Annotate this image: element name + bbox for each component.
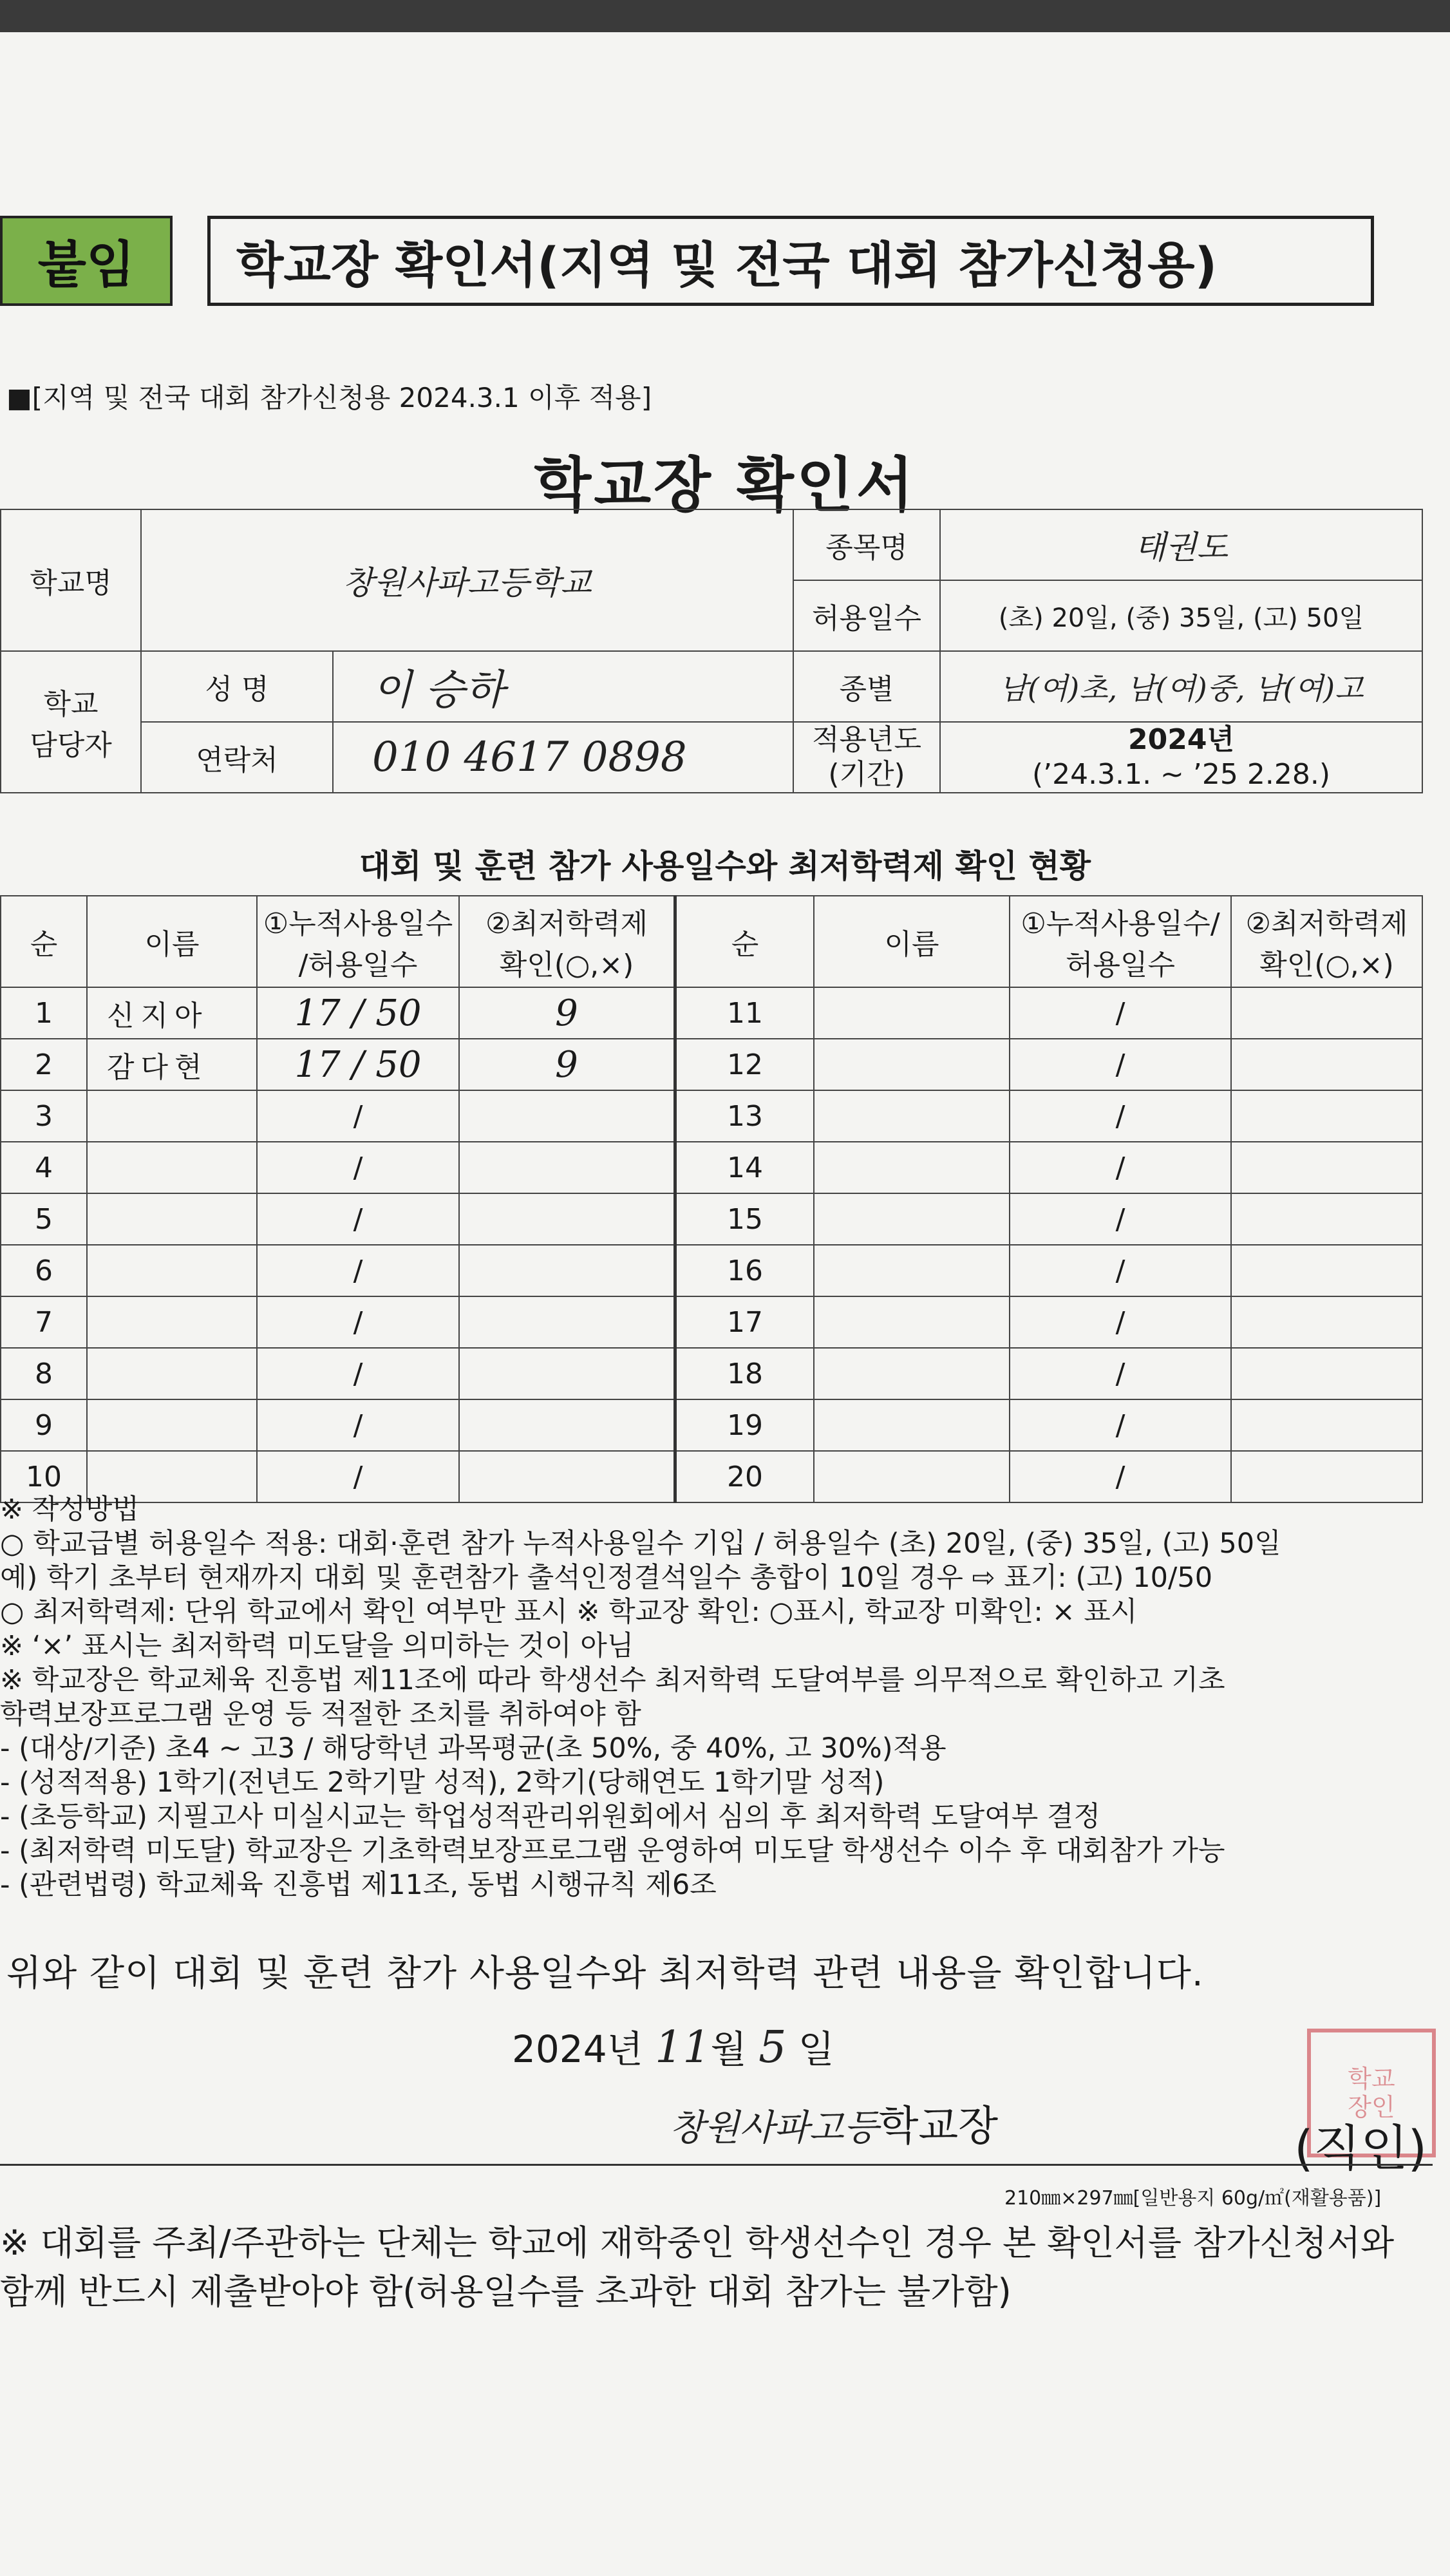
instruction-line: 예) 학기 초부터 현재까지 대회 및 훈련참가 출석인정결석일수 총합이 10일 경우 ⇨ 표기: (고) 10/50 bbox=[0, 1562, 1213, 1594]
principal-label: 학교장 bbox=[878, 2103, 999, 2150]
instruction-line: - (대상/기준) 초4 ~ 고3 / 해당학년 과목평균(초 50%, 중 40%, 고 30%)적용 bbox=[0, 1732, 946, 1765]
instruction-line: - (성적적용) 1학기(전년도 2학기말 성적), 2학기(당해연도 1학기말 성적) bbox=[0, 1766, 885, 1799]
instruction-line: - (최저학력 미도달) 학교장은 기초학력보장프로그램 운영하여 미도달 학생선수 이수 후 대회참가 가능 bbox=[0, 1835, 1225, 1867]
row-no-right: 14 bbox=[675, 1142, 814, 1193]
row-check bbox=[459, 1090, 675, 1142]
year-label: 적용년도 (기간) bbox=[793, 722, 940, 793]
school-label: 학교명 bbox=[1, 509, 141, 651]
contact-value: 010 4617 0898 bbox=[333, 722, 793, 793]
divider bbox=[0, 2164, 1433, 2166]
row-no: 10 bbox=[1, 1451, 87, 1502]
table-row bbox=[1, 1296, 1422, 1348]
row-name bbox=[87, 1296, 257, 1348]
usage-table bbox=[0, 895, 1423, 1503]
table-row bbox=[1, 1399, 1422, 1451]
row-days-right: / bbox=[1010, 1296, 1231, 1348]
row-name-right bbox=[814, 1090, 1010, 1142]
official-seal: 학교 장인 bbox=[1307, 2029, 1436, 2157]
form-title: 학교장 확인서(지역 및 전국 대회 참가신청용) bbox=[207, 216, 1374, 306]
row-check-right bbox=[1231, 1142, 1422, 1193]
instruction-line: - (초등학교) 지필고사 미실시교는 학업성적관리위원회에서 심의 후 최저학력 도달여부 결정 bbox=[0, 1801, 1100, 1833]
row-days-right: / bbox=[1010, 1348, 1231, 1399]
name-label: 성 명 bbox=[141, 651, 333, 722]
row-name-right bbox=[814, 987, 1010, 1039]
col-name-right: 이름 bbox=[814, 896, 1010, 987]
row-days: / bbox=[257, 1296, 459, 1348]
row-name-right bbox=[814, 1399, 1010, 1451]
row-check bbox=[459, 1142, 675, 1193]
date-day: 5 bbox=[758, 2022, 787, 2073]
row-days: / bbox=[257, 1193, 459, 1245]
row-no-right: 12 bbox=[675, 1039, 814, 1090]
row-days-right: / bbox=[1010, 1142, 1231, 1193]
col-days: ①누적사용일수 /허용일수 bbox=[257, 896, 459, 987]
row-days-right: / bbox=[1010, 1451, 1231, 1502]
year-period: (’24.3.1. ~ ’25 2.28.) bbox=[1031, 758, 1330, 791]
row-days-right: / bbox=[1010, 1193, 1231, 1245]
row-name bbox=[87, 1142, 257, 1193]
row-no-right: 18 bbox=[675, 1348, 814, 1399]
table-row bbox=[1, 1193, 1422, 1245]
row-no-right: 19 bbox=[675, 1399, 814, 1451]
row-check-right bbox=[1231, 1193, 1422, 1245]
row-check-right bbox=[1231, 1090, 1422, 1142]
row-days-right: / bbox=[1010, 1090, 1231, 1142]
row-no: 1 bbox=[1, 987, 87, 1039]
instruction-line: ※ 작성방법 bbox=[0, 1493, 139, 1526]
row-no-right: 17 bbox=[675, 1296, 814, 1348]
instruction-line: ○ 최저학력제: 단위 학교에서 확인 여부만 표시 ※ 학교장 확인: ○표시, 학교장 미확인: × 표시 bbox=[0, 1596, 1138, 1628]
row-no-right: 15 bbox=[675, 1193, 814, 1245]
allow-label: 허용일수 bbox=[793, 580, 940, 651]
row-no-right: 11 bbox=[675, 987, 814, 1039]
table-row bbox=[1, 1142, 1422, 1193]
row-name bbox=[87, 1193, 257, 1245]
row-days-right: / bbox=[1010, 987, 1231, 1039]
row-check bbox=[459, 1296, 675, 1348]
row-check: 9 bbox=[459, 1039, 675, 1090]
document-title: 학교장 확인서 bbox=[534, 451, 916, 520]
instruction-line: - (관련법령) 학교체육 진흥법 제11조, 동법 시행규칙 제6조 bbox=[0, 1869, 717, 1901]
row-days-right: / bbox=[1010, 1245, 1231, 1296]
row-check: 9 bbox=[459, 987, 675, 1039]
row-no-right: 13 bbox=[675, 1090, 814, 1142]
date-day-label: 일 bbox=[798, 2027, 834, 2071]
row-name: 감다현 bbox=[87, 1039, 257, 1090]
seal-label: (직인) bbox=[1294, 2119, 1427, 2177]
sport-value: 태권도 bbox=[940, 509, 1422, 580]
confirmation-statement: 위와 같이 대회 및 훈련 참가 사용일수와 최저학력 관련 내용을 확인합니다. bbox=[6, 1953, 1204, 1994]
row-days: / bbox=[257, 1245, 459, 1296]
row-no: 8 bbox=[1, 1348, 87, 1399]
row-no: 3 bbox=[1, 1090, 87, 1142]
row-no: 6 bbox=[1, 1245, 87, 1296]
row-days: / bbox=[257, 1451, 459, 1502]
row-check bbox=[459, 1399, 675, 1451]
row-no: 2 bbox=[1, 1039, 87, 1090]
row-check bbox=[459, 1245, 675, 1296]
contact-label: 연락처 bbox=[141, 722, 333, 793]
date-month: 11 bbox=[655, 2022, 711, 2073]
row-days: / bbox=[257, 1142, 459, 1193]
signing-date bbox=[512, 2019, 834, 2073]
table-row bbox=[1, 1245, 1422, 1296]
date-year: 2024년 bbox=[512, 2027, 643, 2071]
row-no-right: 20 bbox=[675, 1451, 814, 1502]
row-days: 17 / 50 bbox=[257, 987, 459, 1039]
date-month-label: 월 bbox=[710, 2027, 747, 2071]
row-days: / bbox=[257, 1348, 459, 1399]
row-name-right bbox=[814, 1142, 1010, 1193]
row-check-right bbox=[1231, 1399, 1422, 1451]
row-check-right bbox=[1231, 1296, 1422, 1348]
col-name: 이름 bbox=[87, 896, 257, 987]
info-table bbox=[0, 509, 1423, 793]
row-name bbox=[87, 1090, 257, 1142]
row-days-right: / bbox=[1010, 1039, 1231, 1090]
col-no: 순 bbox=[1, 896, 87, 987]
row-days: / bbox=[257, 1399, 459, 1451]
row-name-right bbox=[814, 1245, 1010, 1296]
row-name: 신지아 bbox=[87, 987, 257, 1039]
row-no: 5 bbox=[1, 1193, 87, 1245]
row-name bbox=[87, 1348, 257, 1399]
row-check bbox=[459, 1193, 675, 1245]
table-row bbox=[1, 1090, 1422, 1142]
row-no: 7 bbox=[1, 1296, 87, 1348]
table-row bbox=[1, 1039, 1422, 1090]
row-check-right bbox=[1231, 1348, 1422, 1399]
row-days-right: / bbox=[1010, 1399, 1231, 1451]
row-check-right bbox=[1231, 1039, 1422, 1090]
school-name: 창원사파고등학교 bbox=[141, 509, 793, 651]
footer-note: ※ 대회를 주최/주관하는 단체는 학교에 재학중인 학생선수인 경우 본 확인서를 참가신청서와 함께 반드시 제출받아야 함(허용일수를 초과한 대회 참가는 불가함) bbox=[0, 2222, 1395, 2312]
row-check-right bbox=[1231, 987, 1422, 1039]
row-name-right bbox=[814, 1193, 1010, 1245]
row-name-right bbox=[814, 1296, 1010, 1348]
col-days-right: ①누적사용일수/ 허용일수 bbox=[1010, 896, 1231, 987]
row-name-right bbox=[814, 1039, 1010, 1090]
applicability-notice: ■[지역 및 전국 대회 참가신청용 2024.3.1 이후 적용] bbox=[6, 382, 652, 413]
manager-name: 이 승하 bbox=[333, 651, 793, 722]
row-days: / bbox=[257, 1090, 459, 1142]
manager-label: 학교 담당자 bbox=[1, 651, 141, 793]
allow-value: (초) 20일, (중) 35일, (고) 50일 bbox=[940, 580, 1422, 651]
sport-label: 종목명 bbox=[793, 509, 940, 580]
instruction-line: ※ ‘×’ 표시는 최저학력 미도달을 의미하는 것이 아님 bbox=[0, 1630, 634, 1662]
gender-value: 남(여)초, 남(여)중, 남(여)고 bbox=[940, 651, 1422, 722]
section-title: 대회 및 훈련 참가 사용일수와 최저학력제 확인 현황 bbox=[359, 848, 1091, 885]
table-row bbox=[1, 1348, 1422, 1399]
year-cell bbox=[940, 722, 1422, 793]
row-name-right bbox=[814, 1348, 1010, 1399]
row-name bbox=[87, 1399, 257, 1451]
row-days: 17 / 50 bbox=[257, 1039, 459, 1090]
row-no: 4 bbox=[1, 1142, 87, 1193]
instructions bbox=[0, 1493, 1436, 1902]
row-check-right bbox=[1231, 1245, 1422, 1296]
attachment-badge: 붙임 bbox=[0, 216, 173, 306]
instruction-line: ※ 학교장은 학교체육 진흥법 제11조에 따라 학생선수 최저학력 도달여부를 의무적으로 확인하고 기초 bbox=[0, 1664, 1225, 1696]
principal-signature bbox=[670, 2093, 998, 2152]
col-check-right: ②최저학력제 확인(○,×) bbox=[1231, 896, 1422, 987]
paper-spec: 210㎜×297㎜[일반용지 60g/㎡(재활용품)] bbox=[1004, 2187, 1382, 2210]
row-no: 9 bbox=[1, 1399, 87, 1451]
col-no-right: 순 bbox=[675, 896, 814, 987]
gender-label: 종별 bbox=[793, 651, 940, 722]
row-no-right: 16 bbox=[675, 1245, 814, 1296]
instruction-line: ○ 학교급별 허용일수 적용: 대회·훈련 참가 누적사용일수 기입 / 허용일수 (초) 20일, (중) 35일, (고) 50일 bbox=[0, 1528, 1281, 1560]
instruction-line: 학력보장프로그램 운영 등 적절한 조치를 취하여야 함 bbox=[0, 1698, 641, 1730]
row-name bbox=[87, 1245, 257, 1296]
row-check bbox=[459, 1348, 675, 1399]
table-row bbox=[1, 987, 1422, 1039]
year-value: 2024년 bbox=[1128, 723, 1234, 756]
signature-handwriting: 창원사파고등 bbox=[670, 2107, 879, 2149]
col-check: ②최저학력제 확인(○,×) bbox=[459, 896, 675, 987]
